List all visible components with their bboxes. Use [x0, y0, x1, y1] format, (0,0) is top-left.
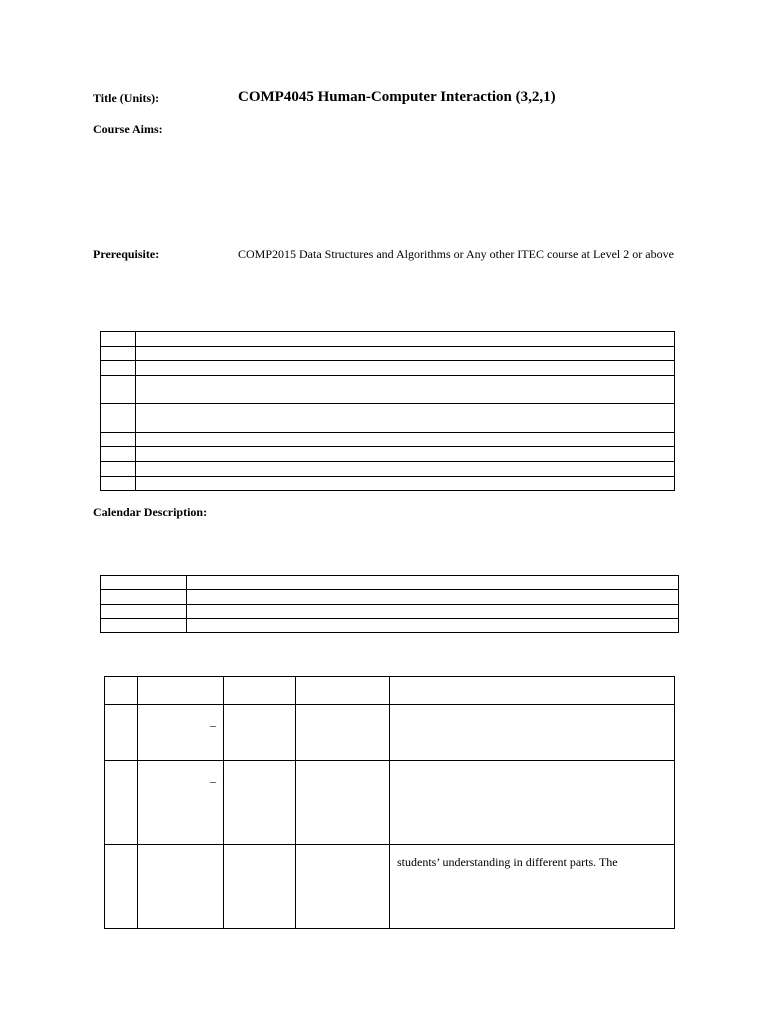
table-cell [101, 576, 187, 590]
table-cell [187, 619, 679, 633]
dash-mark: – [210, 774, 216, 788]
prerequisite-label: Prerequisite: [93, 247, 160, 261]
table-row [101, 605, 679, 619]
course-aims-label: Course Aims: [93, 122, 163, 136]
table-cell [136, 447, 675, 462]
table-row [101, 462, 675, 477]
table-row [101, 477, 675, 491]
contact-hours-table [100, 575, 679, 633]
table-cell [136, 361, 675, 376]
title-units-label: Title (Units): [93, 91, 160, 105]
table-cell [390, 761, 675, 845]
table-cell [390, 677, 675, 705]
table-cell [136, 347, 675, 361]
table-cell [101, 376, 136, 404]
assessment-table [104, 676, 675, 929]
table-row [101, 361, 675, 376]
table-cell [136, 332, 675, 347]
course-title: COMP4045 Human-Computer Interaction (3,2,1) [238, 89, 556, 105]
assessment-description [390, 761, 674, 771]
table-cell [101, 462, 136, 477]
table-cell [136, 433, 675, 447]
table-cell [101, 590, 187, 605]
assessment-description [390, 705, 674, 715]
table-header-row [105, 677, 675, 705]
table-row [101, 433, 675, 447]
outcomes-table [100, 331, 675, 491]
table-row [101, 590, 679, 605]
table-row [101, 347, 675, 361]
table-cell [296, 705, 390, 761]
table-row [101, 376, 675, 404]
table-cell [296, 845, 390, 929]
table-cell [101, 605, 187, 619]
prerequisite-text: COMP2015 Data Structures and Algorithms or Any other ITEC course at Level 2 or above [238, 247, 674, 261]
table-cell [101, 361, 136, 376]
table-cell [101, 347, 136, 361]
calendar-description-label: Calendar Description: [93, 505, 208, 519]
table-row [101, 619, 679, 633]
table-cell [390, 845, 675, 929]
table-cell [101, 619, 187, 633]
table-cell [187, 590, 679, 605]
table-cell [296, 677, 390, 705]
table-cell [138, 677, 224, 705]
table-row [101, 332, 675, 347]
table-cell [224, 677, 296, 705]
table-row [105, 705, 675, 761]
table-row [105, 845, 675, 929]
table-row [101, 576, 679, 590]
table-cell [105, 761, 138, 845]
table-row [101, 404, 675, 433]
table-cell [138, 761, 224, 845]
table-cell [136, 376, 675, 404]
table-cell [101, 477, 136, 491]
table-cell [224, 845, 296, 929]
table-cell [101, 447, 136, 462]
table-cell [224, 705, 296, 761]
table-cell [138, 845, 224, 929]
table-cell [138, 705, 224, 761]
table-cell [136, 477, 675, 491]
table-cell [224, 761, 296, 845]
table-cell [105, 677, 138, 705]
table-row [101, 447, 675, 462]
table-cell [105, 845, 138, 929]
dash-mark: – [210, 718, 216, 732]
table-cell [390, 705, 675, 761]
table-cell [187, 605, 679, 619]
table-row [105, 761, 675, 845]
table-cell [296, 761, 390, 845]
table-cell [101, 433, 136, 447]
table-cell [187, 576, 679, 590]
table-cell [101, 404, 136, 433]
table-cell [101, 332, 136, 347]
assessment-description: students’ understanding in different parts. The [397, 855, 618, 869]
table-cell [105, 705, 138, 761]
table-cell [136, 404, 675, 433]
table-cell [136, 462, 675, 477]
